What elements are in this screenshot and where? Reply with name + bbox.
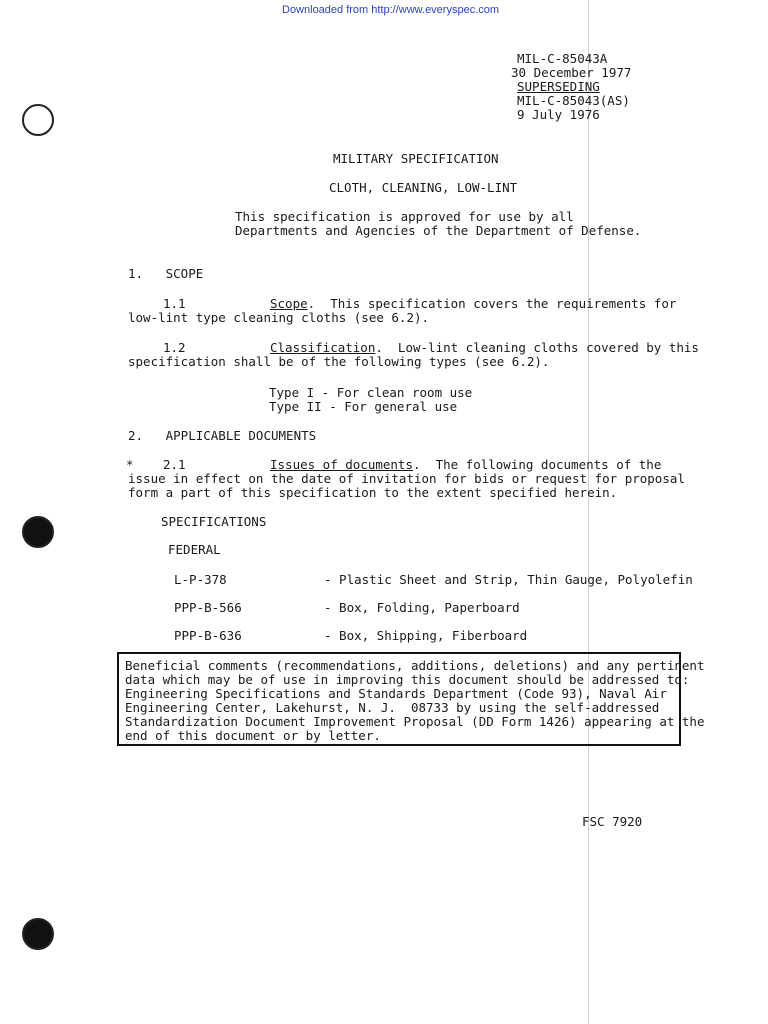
header-download-link[interactable]: Downloaded from http://www.everyspec.com <box>282 4 500 16</box>
para-2-1-title: Issues of documents <box>270 457 413 472</box>
para-1-2-line-1 <box>270 341 699 355</box>
notice-line: data which may be of use in improving this document should be addressed to: <box>125 672 690 687</box>
superseding-label: SUPERSEDING <box>517 79 600 94</box>
notice-line: Engineering Center, Lakehurst, N. J. 08733 by using the self-addressed <box>125 700 660 715</box>
notice-line: Standardization Document Improvement Proposal (DD Form 1426) appearing at the <box>125 714 705 729</box>
para-1-1-title: Scope <box>270 296 308 311</box>
document-id: PPP-B-566 <box>174 600 242 615</box>
document-description: - Plastic Sheet and Strip, Thin Gauge, Polyolefin <box>324 572 693 587</box>
doc-number: MIL-C-85043A <box>517 51 608 66</box>
document-id: PPP-B-636 <box>174 628 242 643</box>
para-1-1-number: 1.1 <box>163 296 186 311</box>
para-1-1-text: . This specification covers the requirements for <box>307 296 677 311</box>
spec-type-title: MILITARY SPECIFICATION <box>333 151 499 166</box>
para-2-1-text: . The following documents of the <box>413 457 662 472</box>
para-1-2-text: . Low-lint cleaning cloths covered by this <box>375 340 699 355</box>
fsc-code: FSC 7920 <box>582 814 643 829</box>
section-2-heading: 2. APPLICABLE DOCUMENTS <box>128 428 317 443</box>
type-2-line: Type II - For general use <box>269 399 458 414</box>
punch-hole-top <box>22 104 54 136</box>
document-description: - Box, Shipping, Fiberboard <box>324 628 528 643</box>
document-id: L-P-378 <box>174 572 227 587</box>
notice-line: end of this document or by letter. <box>125 728 381 743</box>
approval-line-1: This specification is approved for use by all <box>235 209 574 224</box>
spec-subject-title: CLOTH, CLEANING, LOW-LINT <box>329 180 518 195</box>
para-1-1-line-1 <box>270 297 676 311</box>
doc-date: 30 December 1977 <box>511 65 632 80</box>
section-1-heading: 1. SCOPE <box>128 266 204 281</box>
para-1-2-line-2: specification shall be of the following types (see 6.2). <box>128 354 550 369</box>
notice-line: Engineering Specifications and Standards Department (Code 93), Naval Air <box>125 686 667 701</box>
notice-line: Beneficial comments (recommendations, additions, deletions) and any pertinent <box>125 658 705 673</box>
punch-hole-middle <box>22 516 54 548</box>
superseded-number: MIL-C-85043(AS) <box>517 93 630 108</box>
superseded-date: 9 July 1976 <box>517 107 600 122</box>
approval-line-2: Departments and Agencies of the Department of Defense. <box>235 223 642 238</box>
specifications-heading: SPECIFICATIONS <box>161 514 267 529</box>
para-2-1-line-1 <box>270 458 661 472</box>
para-1-2-number: 1.2 <box>163 340 186 355</box>
para-2-1-line-3: form a part of this specification to the extent specified herein. <box>128 485 618 500</box>
comments-notice-box <box>117 652 705 746</box>
scan-fold-line <box>588 0 589 1024</box>
para-1-2-title: Classification <box>270 340 376 355</box>
document-description: - Box, Folding, Paperboard <box>324 600 520 615</box>
type-1-line: Type I - For clean room use <box>269 385 473 400</box>
para-2-1-line-2: issue in effect on the date of invitation for bids or request for proposal <box>128 471 685 486</box>
para-2-1-number: 2.1 <box>163 457 186 472</box>
federal-heading: FEDERAL <box>168 542 221 557</box>
para-1-1-line-2: low-lint type cleaning cloths (see 6.2). <box>128 310 430 325</box>
revision-star: * <box>126 457 134 472</box>
punch-hole-bottom <box>22 918 54 950</box>
